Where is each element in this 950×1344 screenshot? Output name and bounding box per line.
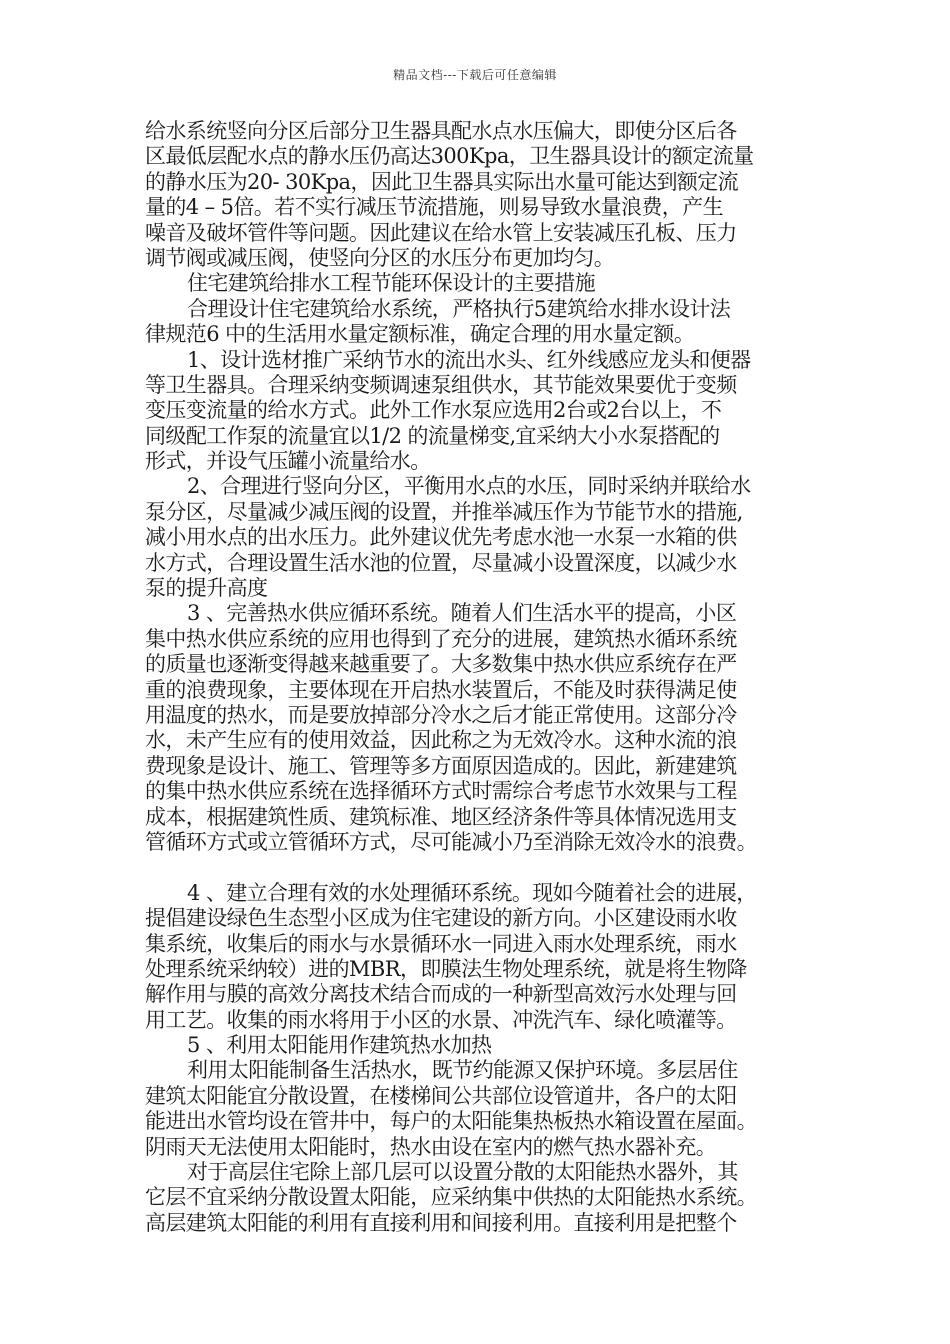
text-line: 的静水压为20- 30Kpa，因此卫生器具实际出水量可能达到额定流 — [145, 169, 739, 194]
text-line: 解作用与膜的高效分离技术结合而成的一种新型高效污水处理与回 — [145, 982, 737, 1007]
text-line: 变压变流量的给水方式。此外工作水泵应选用2台或2台以上，不 — [145, 398, 722, 423]
text-line: 利用太阳能制备生活热水，既节约能源又保护环境。多层居住 — [187, 1058, 738, 1083]
text-line: 它层不宜采纳分散设置太阳能，应采纳集中供热的太阳能热水系统。 — [145, 1185, 757, 1210]
text-line: 集系统，收集后的雨水与水景循环水一同进入雨水处理系统，雨水 — [145, 931, 737, 956]
text-line: 区最低层配水点的静水压仍高达300Kpa，卫生器具设计的额定流量 — [145, 144, 754, 169]
text-line: 2、合理进行竖向分区，平衡用水点的水压，同时采纳并联给水 — [187, 474, 751, 499]
text-line: 用温度的热水，而是要放掉部分冷水之后才能正常使用。这部分冷 — [145, 702, 737, 727]
document-body — [145, 119, 805, 1236]
text-line: 集中热水供应系统的应用也得到了充分的进展，建筑热水循环系统 — [145, 626, 737, 651]
text-line: 水方式，合理设置生活水池的位置，尽量减小设置深度，以减少水 — [145, 550, 737, 575]
text-line: 量的4 – 5倍。若不实行减压节流措施，则易导致水量浪费，产生 — [145, 195, 723, 220]
text-line: 处理系统采纳较）进的MBR，即膜法生物处理系统，就是将生物降 — [145, 956, 747, 981]
text-line: 泵的提升高度 — [145, 576, 268, 601]
text-line: 形式，并设气压罐小流量给水。 — [145, 449, 431, 474]
text-line: 管循环方式或立管循环方式，尽可能减小乃至消除无效冷水的浪费。 — [145, 829, 757, 854]
text-line: 阴雨天无法使用太阳能时，热水由设在室内的燃气热水器补充。 — [145, 1134, 717, 1159]
text-line: 对于高层住宅除上部几层可以设置分散的太阳能热水器外，其 — [187, 1160, 738, 1185]
blank-line — [145, 855, 805, 880]
text-line: 的质量也逐渐变得越来越重要了。大多数集中热水供应系统存在严 — [145, 652, 737, 677]
text-line: 的集中热水供应系统在选择循环方式时需综合考虑节水效果与工程 — [145, 779, 737, 804]
text-line: 高层建筑太阳能的利用有直接利用和间接利用。直接利用是把整个 — [145, 1210, 737, 1235]
text-line: 4 、建立合理有效的水处理循环系统。现如今随着社会的进展， — [187, 880, 757, 905]
text-line: 建筑太阳能宜分散设置，在楼梯间公共部位设管道井，各户的太阳 — [145, 1083, 737, 1108]
text-line: 重的浪费现象，主要体现在开启热水装置后，不能及时获得满足使 — [145, 677, 737, 702]
text-line: 调节阀或减压阀，使竖向分区的水压分布更加均匀。 — [145, 245, 615, 270]
text-line: 泵分区，尽量减少减压阀的设置，并推举减压作为节能节水的措施, — [145, 499, 743, 524]
text-line: 合理设计住宅建筑给水系统，严格执行5建筑给水排水设计法 — [187, 296, 731, 321]
text-line: 减小用水点的出水压力。此外建议优先考虑水池一水泵一水箱的供 — [145, 525, 737, 550]
text-line: 用工艺。收集的雨水将用于小区的水景、冲洗汽车、绿化喷灌等。 — [145, 1007, 737, 1032]
text-line: 提倡建设绿色生态型小区成为住宅建设的新方向。小区建设雨水收 — [145, 906, 737, 931]
text-line: 能进出水管均设在管井中，每户的太阳能集热板热水箱设置在屋面。 — [145, 1109, 757, 1134]
text-line: 水，未产生应有的使用效益，因此称之为无效冷水。这种水流的浪 — [145, 728, 737, 753]
text-line: 律规范6 中的生活用水量定额标准，确定合理的用水量定额。 — [145, 322, 695, 347]
text-line: 给水系统竖向分区后部分卫生器具配水点水压偏大，即使分区后各 — [145, 119, 737, 143]
text-line: 住宅建筑给排水工程节能环保设计的主要措施 — [187, 271, 595, 296]
text-line: 3 、完善热水供应循环系统。随着人们生活水平的提高，小区 — [187, 601, 737, 626]
page-header: 精品文档---下载后可任意编辑 — [393, 68, 557, 82]
text-line: 1、设计选材推广采纳节水的流出水头、红外线感应龙头和便器 — [187, 347, 751, 372]
text-line: 费现象是设计、施工、管理等多方面原因造成的。因此，新建建筑 — [145, 753, 737, 778]
text-line: 同级配工作泵的流量宜以1/2 的流量梯变,宜采纳大小水泵搭配的 — [145, 423, 720, 448]
text-line: 等卫生器具。合理采纳变频调速泵组供水，其节能效果要优于变频 — [145, 372, 737, 397]
text-line: 5 、利用太阳能用作建筑热水加热 — [187, 1033, 492, 1058]
text-line: 噪音及破坏管件等问题。因此建议在给水管上安装减压孔板、压力 — [145, 220, 737, 245]
text-line: 成本，根据建筑性质、建筑标准、地区经济条件等具体情况选用支 — [145, 804, 737, 829]
